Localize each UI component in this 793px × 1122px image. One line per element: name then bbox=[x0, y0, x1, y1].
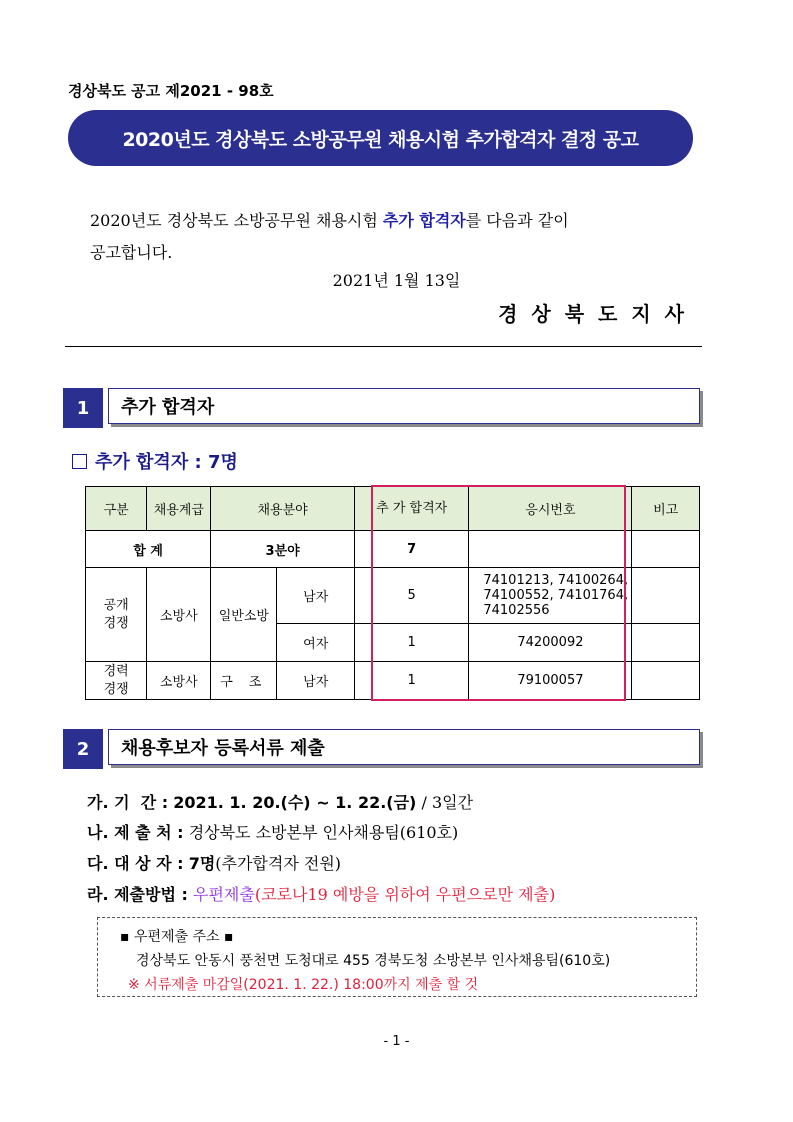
place-value: 경상북도 소방본부 인사채용팀(610호) bbox=[188, 823, 459, 842]
header-rank: 채용계급 bbox=[147, 487, 211, 531]
period-label: 가. 기 간 : bbox=[87, 793, 169, 812]
open-female-numbers: 74200092 bbox=[469, 624, 632, 662]
mail-address-box bbox=[97, 917, 697, 997]
section1-subheading bbox=[72, 448, 238, 474]
total-label: 합 계 bbox=[86, 531, 211, 568]
open-male-count: 5 bbox=[354, 568, 468, 624]
checkbox-square-icon bbox=[72, 454, 87, 469]
method-value: 우편제출 bbox=[193, 885, 255, 904]
header-exam-number: 응시번호 bbox=[469, 487, 632, 531]
notice-number: 경상북도 공고 제2021 - 98호 bbox=[68, 82, 274, 100]
passers-table bbox=[85, 486, 700, 700]
method-label: 라. 제출방법 : bbox=[87, 885, 188, 904]
table-row-total bbox=[86, 531, 700, 568]
open-male-numbers: 74101213, 74100264, 74100552, 74101764, 74102556 bbox=[469, 568, 632, 624]
intro-highlight: 추가 합격자 bbox=[382, 211, 466, 230]
intro-text-before: 2020년도 경상북도 소방공무원 채용시험 bbox=[90, 211, 383, 230]
career-numbers: 79100057 bbox=[469, 662, 632, 700]
target-rest: (추가합격자 전원) bbox=[215, 854, 342, 873]
subheading-text: 추가 합격자 : 7명 bbox=[95, 452, 238, 473]
notice-title: 2020년도 경상북도 소방공무원 채용시험 추가합격자 결정 공고 bbox=[68, 110, 693, 166]
career-gender: 남자 bbox=[277, 662, 354, 700]
section2-number: 2 bbox=[63, 729, 103, 769]
section2-title: 채용후보자 등록서류 제출 bbox=[108, 729, 700, 765]
open-male-remarks bbox=[632, 568, 700, 624]
notice-date: 2021년 1월 13일 bbox=[332, 271, 461, 290]
total-field: 3분야 bbox=[211, 531, 355, 568]
period-suffix: / 3일간 bbox=[416, 793, 474, 812]
intro-paragraph bbox=[90, 205, 690, 269]
total-numbers bbox=[469, 531, 632, 568]
intro-line2: 공고합니다. bbox=[90, 243, 173, 262]
open-rank: 소방사 bbox=[147, 568, 211, 662]
open-male-label: 남자 bbox=[277, 568, 354, 624]
mail-address: 경상북도 안동시 풍천면 도청대로 455 경북도청 소방본부 인사채용팀(610호) bbox=[136, 953, 611, 969]
intro-text-after: 를 다음과 같이 bbox=[465, 211, 569, 230]
total-remarks bbox=[632, 531, 700, 568]
target-bold: 7명 bbox=[188, 854, 216, 873]
open-female-count: 1 bbox=[354, 624, 468, 662]
career-rank: 소방사 bbox=[147, 662, 211, 700]
mail-box-title: ▪ 우편제출 주소 ▪ bbox=[120, 929, 234, 945]
period-value: 2021. 1. 20.(수) ~ 1. 22.(금) bbox=[173, 793, 417, 812]
open-field: 일반소방 bbox=[211, 568, 277, 662]
table-row-open-male bbox=[86, 568, 700, 624]
career-remarks bbox=[632, 662, 700, 700]
open-female-remarks bbox=[632, 624, 700, 662]
submission-method bbox=[87, 882, 555, 905]
career-competition-label: 경력 경쟁 bbox=[86, 662, 147, 700]
open-female-label: 여자 bbox=[277, 624, 354, 662]
header-category: 구분 bbox=[86, 487, 147, 531]
submission-period bbox=[87, 790, 473, 813]
total-count: 7 bbox=[354, 531, 468, 568]
header-field: 채용분야 bbox=[211, 487, 355, 531]
section1-title: 추가 합격자 bbox=[108, 388, 700, 424]
divider bbox=[65, 346, 702, 347]
submission-target bbox=[87, 851, 341, 874]
table-header-row bbox=[86, 487, 700, 531]
place-label: 나. 제 출 처 : bbox=[87, 823, 184, 842]
career-field: 구 조 bbox=[211, 662, 277, 700]
page-number: - 1 - bbox=[383, 1034, 410, 1049]
table-row-career bbox=[86, 662, 700, 700]
method-note: (코로나19 예방을 위하여 우편으로만 제출) bbox=[254, 885, 556, 904]
open-competition-label: 공개 경쟁 bbox=[86, 568, 147, 662]
submission-place bbox=[87, 820, 458, 843]
signer: 경상북도지사 bbox=[498, 302, 698, 326]
section1-number: 1 bbox=[63, 388, 103, 428]
target-label: 다. 대 상 자 : bbox=[87, 854, 184, 873]
career-count: 1 bbox=[354, 662, 468, 700]
header-remarks: 비고 bbox=[632, 487, 700, 531]
deadline-note: ※ 서류제출 마감일(2021. 1. 22.) 18:00까지 제출 할 것 bbox=[128, 977, 479, 993]
header-count: 추 가 합격자 bbox=[354, 487, 468, 531]
